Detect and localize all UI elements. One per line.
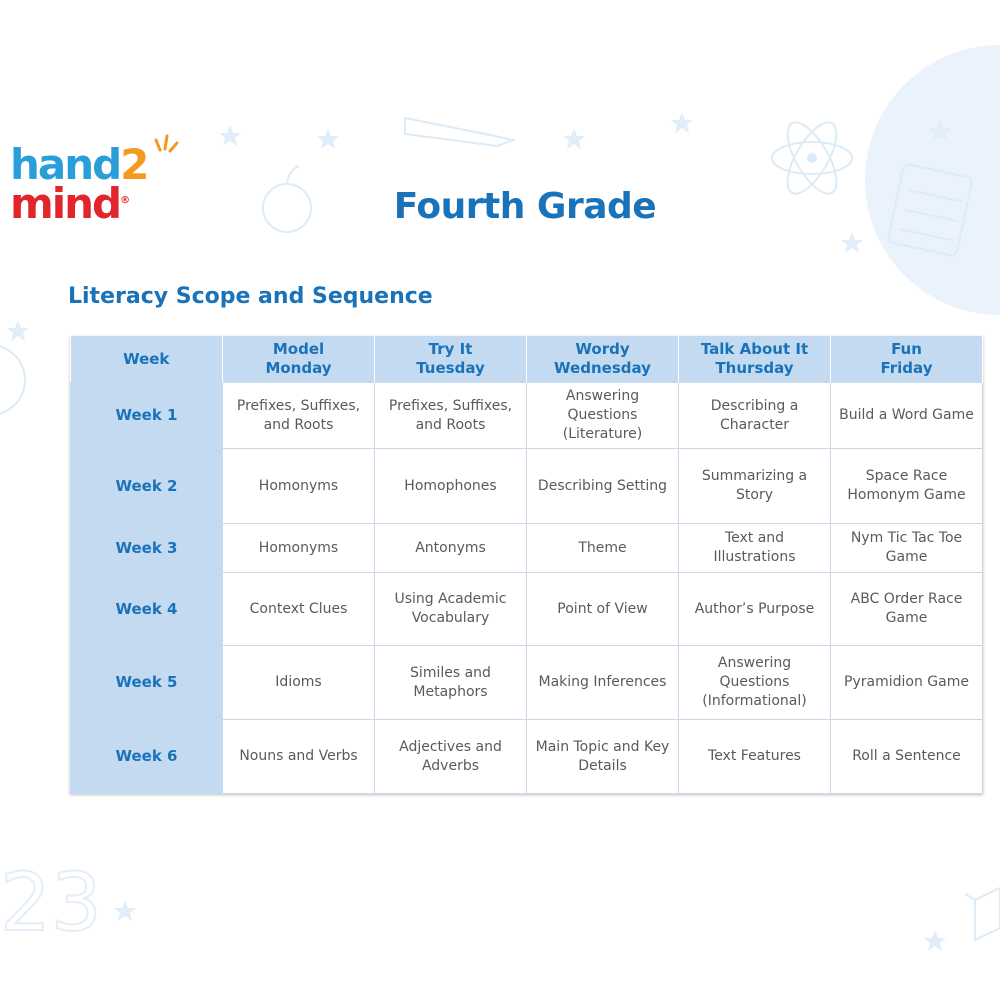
table-cell: Point of View <box>527 573 679 646</box>
header-wednesday <box>527 336 679 383</box>
table-cell: Using Academic Vocabulary <box>375 573 527 646</box>
header-label-1: Model <box>272 340 325 358</box>
logo-registered-mark: ® <box>120 195 131 206</box>
table-cell: Homophones <box>375 449 527 524</box>
table-cell: Text and Illustrations <box>679 524 831 573</box>
table-cell: Adjectives and Adverbs <box>375 720 527 794</box>
header-thursday <box>679 336 831 383</box>
header-label-1: Talk About It <box>700 340 809 358</box>
table-cell: Prefixes, Suffixes, and Roots <box>223 383 375 449</box>
header-label-1: Week <box>123 349 170 368</box>
table-cell: Author’s Purpose <box>679 573 831 646</box>
scope-sequence-table <box>70 336 983 794</box>
table-cell: Context Clues <box>223 573 375 646</box>
header-label-1: Try It <box>428 340 473 358</box>
table-cell: Main Topic and Key Details <box>527 720 679 794</box>
table-cell: Making Inferences <box>527 646 679 720</box>
week-label: Week 1 <box>71 383 223 449</box>
header-label-2: Monday <box>265 359 332 377</box>
header-label-2: Friday <box>880 359 933 377</box>
section-title: Literacy Scope and Sequence <box>68 284 433 309</box>
table-row <box>71 449 983 524</box>
table-cell: Nym Tic Tac Toe Game <box>831 524 983 573</box>
header-friday <box>831 336 983 383</box>
table-cell: Prefixes, Suffixes, and Roots <box>375 383 527 449</box>
pencil-doodle-icon <box>405 118 513 146</box>
logo-digit-2: 2 <box>120 140 148 189</box>
table-cell: Homonyms <box>223 449 375 524</box>
svg-text:23: 23 <box>0 856 102 949</box>
table-cell: Antonyms <box>375 524 527 573</box>
table-cell: Space Race Homonym Game <box>831 449 983 524</box>
numbers-doodle-icon <box>0 856 102 949</box>
table-cell: Roll a Sentence <box>831 720 983 794</box>
table-cell: Pyramidion Game <box>831 646 983 720</box>
table-row <box>71 573 983 646</box>
clock-doodle-icon <box>0 345 25 415</box>
header-week <box>71 336 223 383</box>
table-row <box>71 720 983 794</box>
table-cell: Answering Questions (Literature) <box>527 383 679 449</box>
header-label-2: Wednesday <box>554 359 651 377</box>
table-cell: Homonyms <box>223 524 375 573</box>
table-cell: Summarizing a Story <box>679 449 831 524</box>
table-cell: Theme <box>527 524 679 573</box>
logo-word-hand: hand <box>10 140 121 189</box>
header-monday <box>223 336 375 383</box>
table-cell: Answering Questions (Informational) <box>679 646 831 720</box>
header-tuesday <box>375 336 527 383</box>
sparkle-icon <box>150 132 180 154</box>
header-label-1: Fun <box>891 340 922 358</box>
table-row <box>71 524 983 573</box>
table-cell: Describing a Character <box>679 383 831 449</box>
table-row <box>71 383 983 449</box>
table-cell: Describing Setting <box>527 449 679 524</box>
header-label-2: Tuesday <box>416 359 485 377</box>
header-label-1: Wordy <box>575 340 630 358</box>
table-cell: ABC Order Race Game <box>831 573 983 646</box>
header-label-2: Thursday <box>715 359 794 377</box>
table-cell: Similes and Metaphors <box>375 646 527 720</box>
table-row <box>71 646 983 720</box>
table-cell: Nouns and Verbs <box>223 720 375 794</box>
page-title: Fourth Grade <box>393 186 657 227</box>
week-label: Week 2 <box>71 449 223 524</box>
week-label: Week 5 <box>71 646 223 720</box>
table-cell: Text Features <box>679 720 831 794</box>
week-label: Week 6 <box>71 720 223 794</box>
cube-doodle-icon <box>965 888 1000 940</box>
week-label: Week 4 <box>71 573 223 646</box>
week-label: Week 3 <box>71 524 223 573</box>
table-cell: Idioms <box>223 646 375 720</box>
table-cell: Build a Word Game <box>831 383 983 449</box>
logo-word-mind: mind <box>10 179 121 228</box>
table-header-row <box>71 336 983 383</box>
